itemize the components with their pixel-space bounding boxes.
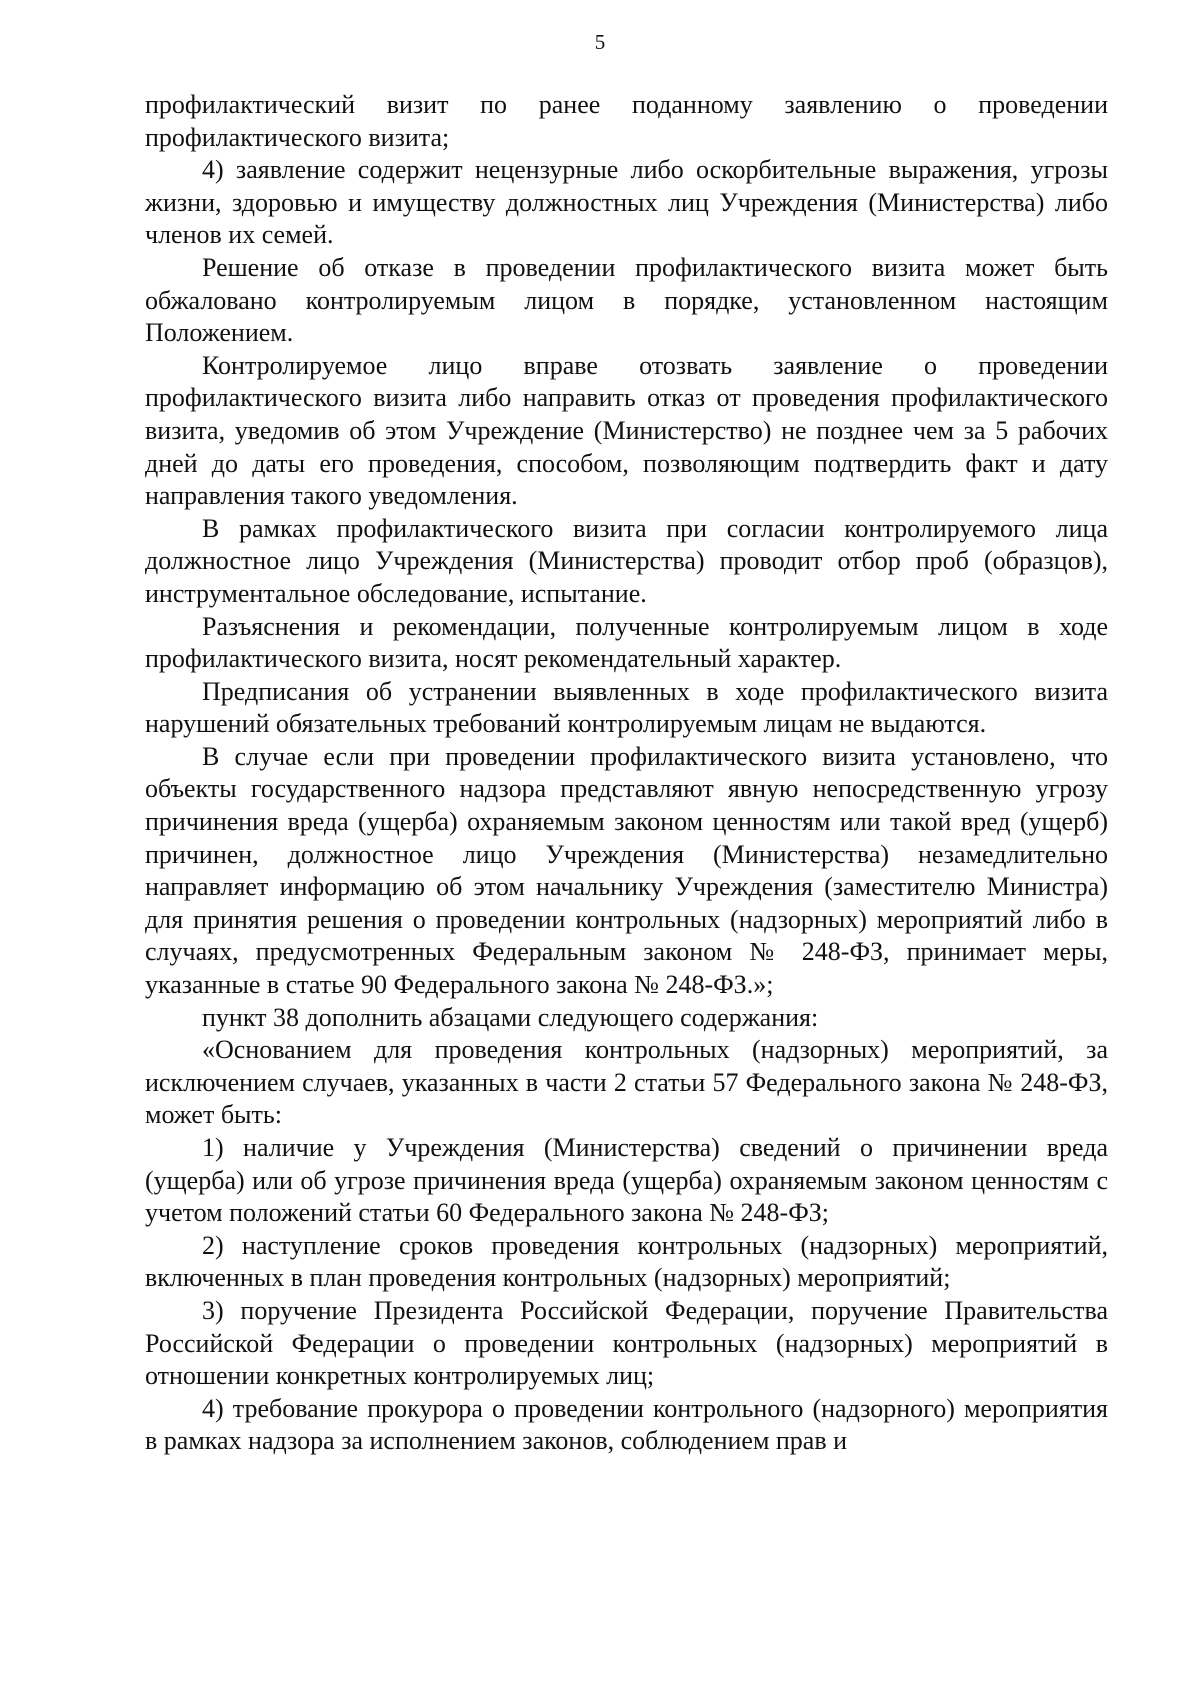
list-item-4-prosecutor-demand: 4) требование прокурора о проведении контрольного (надзорного) мероприятия в рамках надзора за исполнением законов, соблюдением прав и <box>145 1393 1108 1456</box>
page-number: 5 <box>594 30 606 54</box>
paragraph-withdrawal-of-application: Контролируемое лицо вправе отозвать заявление о проведении профилактического визита либо направить отказ от проведения профилактического визита, уведомив об этом Учреждение (Министерство) не позднее чем за 5 рабочих дней до даты его проведения, способом, позволяющим подтвердить факт и дату направления такого уведомления. <box>145 350 1108 511</box>
paragraph-recommendations: Разъяснения и рекомендации, полученные контролируемым лицом в ходе профилактического визита, носят рекомендательный характер. <box>145 611 1108 674</box>
paragraph-item-38-amendment: пункт 38 дополнить абзацами следующего содержания: <box>202 1002 819 1032</box>
list-item-4-abusive-application: 4) заявление содержит нецензурные либо оскорбительные выражения, угрозы жизни, здоровью и имуществу должностных лиц Учреждения (Министерства) либо членов их семей. <box>145 155 1108 250</box>
paragraph-direct-threat: В случае если при проведении профилактического визита установлено, что объекты государственного надзора представляют явную непосредственную угрозу причинения вреда (ущерба) охраняемым законом ценностям или такой вред (ущерб) причинен, должностное лицо Учреждения (Министерства) незамедлительно направляет информацию об этом начальнику Учреждения (заместителю Министра) для принятия решения о проведении контрольных (надзорных) мероприятий либо в случаях, предусмотренных Федеральным законом № 248-ФЗ, принимает меры, указанные в статье 90 Федерального закона № 248-ФЗ.»; <box>145 741 1108 1000</box>
document-body <box>145 89 1108 1458</box>
list-item-3-president-instruction: 3) поручение Президента Российской Федерации, поручение Правительства Российской Федерации о проведении контрольных (надзорных) мероприятий в отношении конкретных контролируемых лиц; <box>145 1295 1108 1391</box>
paragraph-no-orders-issued: Предписания об устранении выявленных в ходе профилактического визита нарушений обязательных требований контролируемым лицам не выдаются. <box>145 676 1108 739</box>
paragraph-refusal-appeal: Решение об отказе в проведении профилактического визита может быть обжаловано контролируемым лицом в порядке, установленном настоящим Положением. <box>145 252 1108 348</box>
list-item-1-harm-information: 1) наличие у Учреждения (Министерства) сведений о причинении вреда (ущерба) или об угрозе причинения вреда (ущерба) охраняемым законом ценностям с учетом положений статьи 60 Федерального закона № 248-ФЗ; <box>145 1133 1108 1228</box>
list-item-2-planned-deadlines: 2) наступление сроков проведения контрольных (надзорных) мероприятий, включенных в план проведения контрольных (надзорных) мероприятий; <box>145 1230 1108 1293</box>
paragraph-sampling: В рамках профилактического визита при согласии контролируемого лица должностное лицо Учреждения (Министерства) проводит отбор проб (образцов), инструментальное обследование, испытание. <box>145 513 1108 608</box>
paragraph-grounds-for-control: «Основанием для проведения контрольных (надзорных) мероприятий, за исключением случаев, указанных в части 2 статьи 57 Федерального закона № 248-ФЗ, может быть: <box>145 1035 1108 1130</box>
paragraph-continuation: профилактический визит по ранее поданному заявлению о проведении профилактического визита; <box>145 90 1108 152</box>
